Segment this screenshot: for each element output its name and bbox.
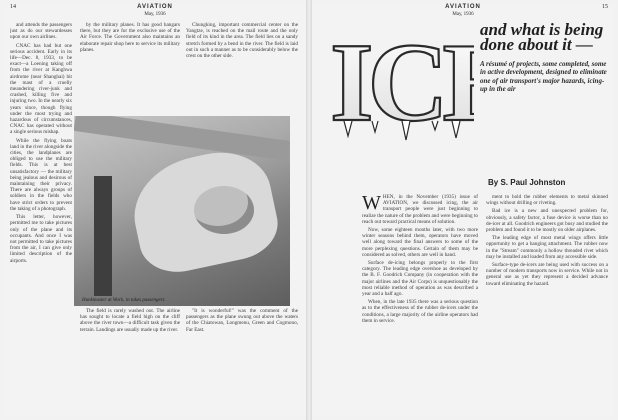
paragraph: ment to hold the rubber elements to metal skinned wings without drilling or riveting.: [486, 194, 608, 207]
article-title-block: [480, 22, 608, 94]
paragraph: by the military planes. It has good hangars there, but they are for the exclusive use of the Air Force. The Government also maintains an elaborate repair shop here to service its military planes.: [80, 22, 180, 53]
left-column-3-bottom: [186, 308, 298, 412]
left-column-2-bottom: [80, 308, 180, 412]
left-column-3-top: [186, 22, 298, 112]
left-page: [4, 4, 306, 416]
paragraph: The field is rarely washed out. The airline has sought to locate a field high on the cliff above the river town—a difficult task given the terrain. Landings are usually made up the river.: [80, 308, 180, 333]
paragraph: "It is wonderful!" was the comment of the passengers as the plane swung out above the waters of the Chiatowan, Longmenu, Green and Cogmono, Far East.: [186, 308, 298, 333]
left-column-2-top: [80, 22, 180, 112]
right-column-2: [486, 194, 608, 412]
ice-title-art: [324, 24, 474, 144]
right-page-number: 15: [602, 4, 608, 10]
aircraft-photo: [74, 116, 290, 306]
right-page-header: [312, 4, 614, 18]
left-header-date: May, 1936: [144, 12, 166, 17]
right-header-date: May, 1936: [452, 12, 474, 17]
ice-word: IC: [330, 24, 443, 144]
photo-wing-shape: [74, 116, 290, 161]
left-page-number: 14: [10, 4, 16, 10]
right-page: [312, 4, 614, 416]
paragraph: HEN, in the November (1935) issue of AVIATION, we discussed icing, the air transport people were just beginning to realize the nature of the problem and were beginning to reach out toward practical means of solution.: [362, 194, 478, 225]
ice-lettering-graphic: [324, 24, 474, 144]
paragraph: Surface de-icing belongs properly to the first category. The leading edge overshoe as developed by the B. F. Goodrich Company (in cooperation with the major airlines and the Air Corps) is unquestionably the most reliable method of operation as was described a year and a half ago.: [362, 260, 478, 298]
paragraph: Now, some eighteen months later, with two more winter seasons behind them, operators have moved well along toward the final answers to some of the more perplexing questions. Certain of them may be considered as solved, others are well in hand.: [362, 227, 478, 258]
paragraph: Chungking, important commercial center on the Yangtze, is reached on the mail route and the only field of its kind in the area. The field lies on a sandy stretch formed by a bend in the river. The field is laid out in such a manner as to be considerably below the crest on the other side.: [186, 22, 298, 60]
article-title: and what is being done about it —: [480, 20, 604, 54]
paragraph: This letter, however, permitted me to take pictures only of the plane and its occupants. And once I was not permitted to take pictures from the air, I can give only limited description of the airports.: [10, 214, 72, 264]
paragraph: While the flying boats land in the river alongside the cities, the landplanes are obliged to use the military fields. This is at best unsatisfactory — the military being jealous and desirous of maintaining their privacy. There are always groups of soldiers in the fields who have strict orders to prevent the taking of a photograph.: [10, 137, 72, 212]
paragraph: Surface-type de-icers are being used with success on a number of modern transports now in service. While not in general use as yet they represent a decided advance toward eliminating the hazard.: [486, 262, 608, 287]
photo-pillar-shape: [94, 176, 112, 296]
paragraph: CNAC has had but one serious accident. Early in its life—Dec. 8, 1933, to be exact—a Loening taking off from the river at Kanghwa airdrome (near Shanghai) hit the mast of a cruelly meandering river-junk and crashed, killing five and injuring two. In the nearly six years since, though flying under the most trying and hazardous of circumstances, CNAC has operated without a single serious mishap.: [10, 42, 72, 136]
right-header-title: AVIATION: [445, 4, 481, 10]
paragraph: When, in the late 1935 there was a serious question as to the effectiveness of the rubber de-icers under the conditions, a large majority of the airline operators had them in service.: [362, 299, 478, 324]
left-page-header: [4, 4, 306, 18]
photo-caption: Hunkmaster at Work, in takes passengers: [82, 298, 165, 303]
photo-engine-shape: [194, 186, 254, 234]
paragraph: and attends the passengers just as do our stewardesses upon our own airlines.: [10, 22, 72, 41]
drop-cap: W: [362, 194, 381, 214]
left-header-title: AVIATION: [137, 4, 173, 10]
paragraph: Bad ice is a new and unexpected problem for, obviously, a safety factor, a fuse device is worse than no de-icer at all. Goodrich engineers got busy and studied the problem and found it to be mostly on older airplanes.: [486, 208, 608, 234]
paragraph: The leading edge of most metal wings offers little opportunity to get a hanging attachment. The rubber now in the "Stream" commonly a hollow threaded rivet which may be installed and loaded from any accessible side.: [486, 235, 608, 260]
left-column-1: [10, 22, 72, 412]
article-abstract: A résumé of projects, some completed, some in active development, designed to eliminate one of air transport's major hazards, icing-up in the air: [480, 60, 607, 94]
article-byline: By S. Paul Johnston: [488, 178, 566, 187]
right-column-1: [362, 194, 478, 412]
